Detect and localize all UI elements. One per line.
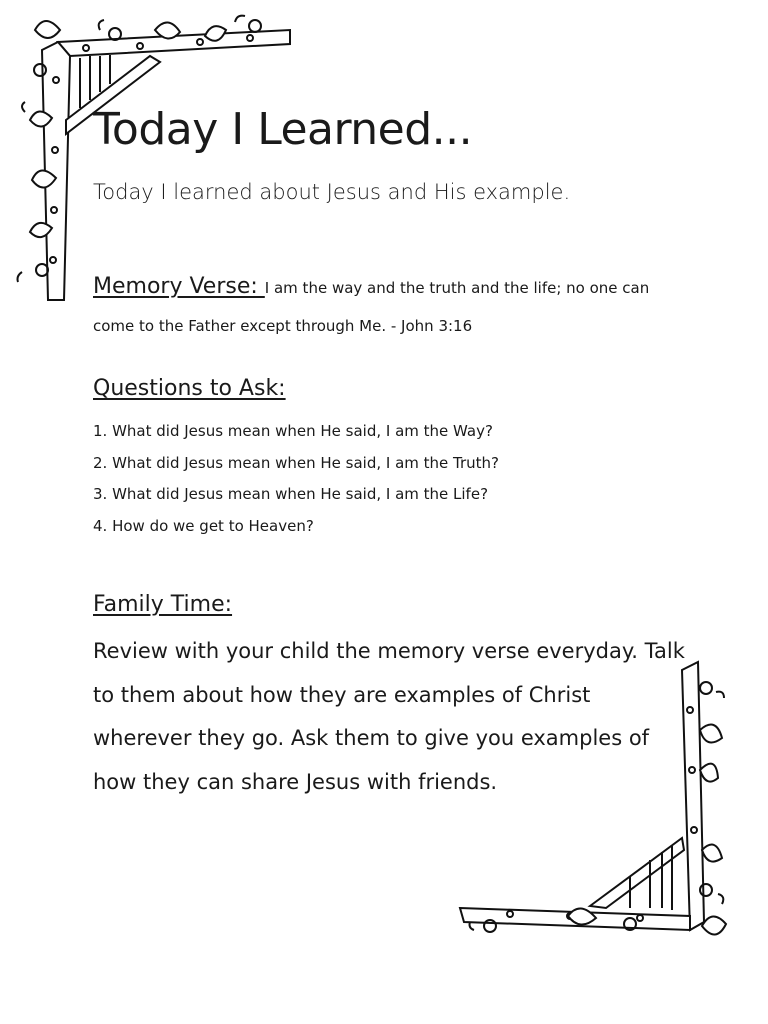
question-item: 1. What did Jesus mean when He said, I am the Way?	[93, 422, 493, 440]
page-title: Today I Learned...	[93, 104, 473, 155]
questions-heading: Questions to Ask:	[93, 376, 286, 401]
memory-verse-text: I am the way and the truth and the life; no one can come to the Father except through Me. - John 3:16	[93, 279, 650, 335]
family-time-text: Review with your child the memory verse everyday. Talk to them about how they are examples of Christ wherever they go. Ask them to give you examples of how they can share Jesus with friends.	[93, 639, 685, 794]
question-item: 4. How do we get to Heaven?	[93, 516, 314, 535]
memory-verse-heading: Memory Verse:	[93, 274, 265, 299]
family-time-heading: Family Time:	[93, 592, 233, 617]
memory-verse-section	[93, 268, 693, 345]
top-left-fence-corner-decoration	[0, 0, 310, 310]
intro-text: Today I learned about Jesus and His example.	[93, 180, 571, 204]
question-item: 3. What did Jesus mean when He said, I am the Life?	[93, 485, 489, 503]
question-item: 2. What did Jesus mean when He said, I am the Truth?	[93, 453, 500, 472]
questions-list	[93, 416, 499, 542]
